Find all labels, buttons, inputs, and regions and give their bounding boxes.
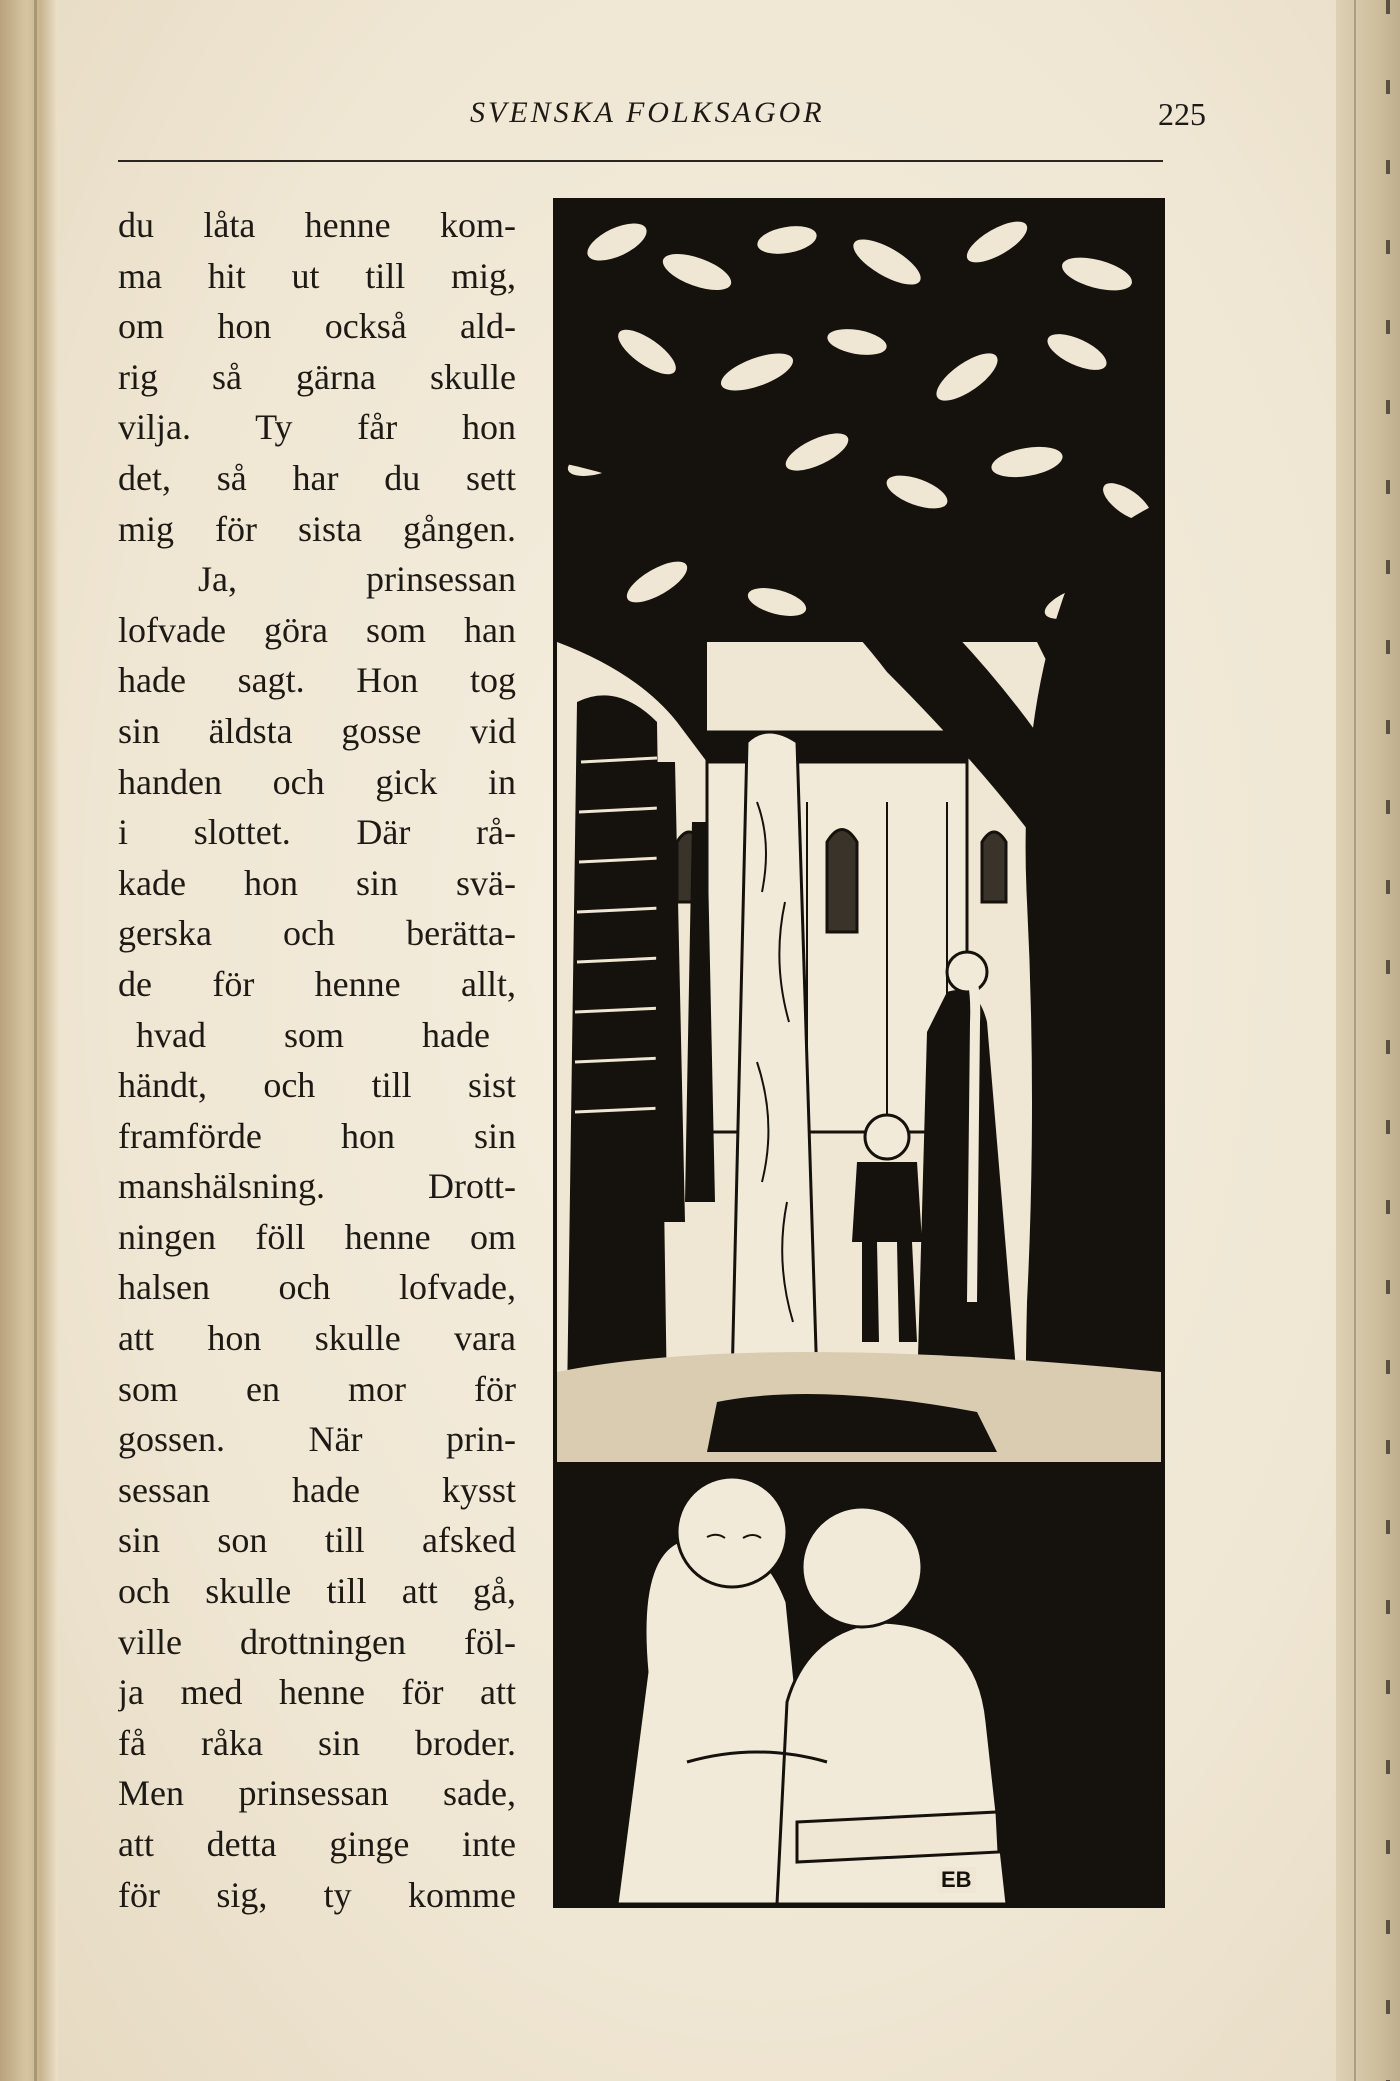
- running-head: [118, 96, 1218, 146]
- text-line: sessan hade kysst: [118, 1469, 516, 1510]
- text-line: att hon skulle vara: [118, 1318, 516, 1359]
- text-line: gossen. När prin-: [118, 1419, 516, 1460]
- book-gutter: [0, 0, 58, 2081]
- illustration-drawing: [557, 202, 1161, 1904]
- hugging-children: [557, 1462, 1161, 1904]
- text-line: händt, och till sist: [118, 1065, 516, 1106]
- page-number: 225: [1158, 96, 1206, 132]
- text-line: lofvade göra som han: [118, 609, 516, 650]
- text-line: ja med henne för att: [118, 1672, 516, 1713]
- text-line: det, så har du sett: [118, 457, 516, 498]
- next-page-edge: [1336, 0, 1400, 2081]
- woodcut-illustration: [553, 198, 1165, 1908]
- text-line: kade hon sin svä-: [118, 862, 516, 903]
- text-line: hade sagt. Hon tog: [118, 660, 516, 701]
- text-line: ningen föll henne om: [118, 1216, 516, 1257]
- text-line: vilja. Ty får hon: [118, 407, 516, 448]
- running-title: SVENSKA FOLKSAGOR: [470, 96, 825, 129]
- text-line: rig så gärna skulle: [118, 356, 516, 397]
- text-line: få råka sin broder.: [118, 1722, 516, 1763]
- text-line: mig för sista gången.: [118, 508, 516, 549]
- text-line: framförde hon sin: [118, 1115, 516, 1156]
- text-line: handen och gick in: [118, 761, 516, 802]
- text-line: gerska och berätta-: [118, 913, 516, 954]
- artist-signature: EB: [937, 1867, 976, 1893]
- text-line: Ja, prinsessan: [198, 559, 516, 600]
- text-line: sin äldsta gosse vid: [118, 710, 516, 751]
- text-line: i slottet. Där rå-: [118, 812, 516, 853]
- text-line: halsen och lofvade,: [118, 1267, 516, 1308]
- text-line: och skulle till att gå,: [118, 1571, 516, 1612]
- text-line: som en mor för: [118, 1368, 516, 1409]
- text-line: hvad som hade: [136, 1014, 490, 1055]
- text-line: för sig, ty komme: [118, 1874, 516, 1915]
- text-line: sin son till afsked: [118, 1520, 516, 1561]
- body-text-column: [118, 200, 516, 1920]
- left-trunk: [567, 695, 667, 1402]
- text-line: ville drottningen föl-: [118, 1621, 516, 1662]
- text-line: manshälsning. Drott-: [118, 1166, 516, 1207]
- book-page: [58, 0, 1336, 2081]
- text-line: ma hit ut till mig,: [118, 255, 516, 296]
- header-rule: [118, 160, 1163, 162]
- text-line: du låta henne kom-: [118, 205, 516, 245]
- text-line: Men prinsessan sade,: [118, 1773, 516, 1814]
- text-line: att detta ginge inte: [118, 1824, 516, 1864]
- text-line: om hon också ald-: [118, 306, 516, 347]
- text-line: de för henne allt,: [118, 963, 516, 1004]
